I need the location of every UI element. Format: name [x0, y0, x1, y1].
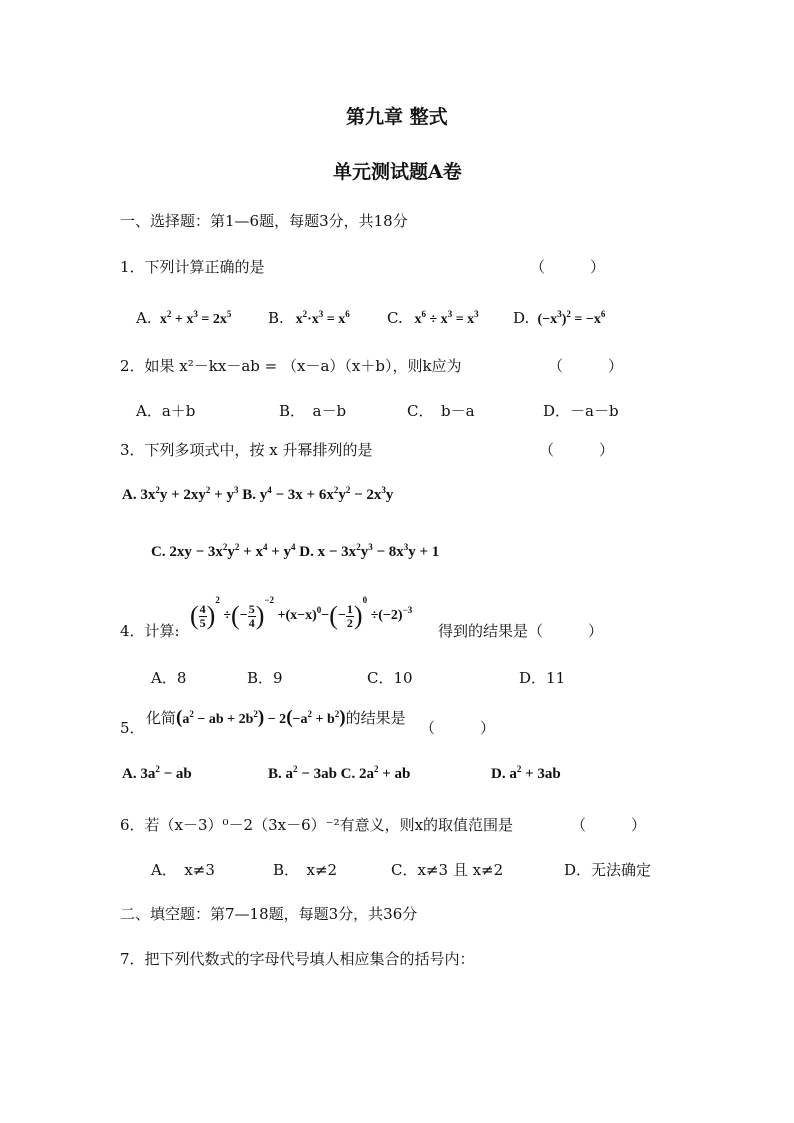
option-label: A.	[136, 309, 152, 327]
math-expression: $y^4 - 3x + 6x^2y^2 - 2x^3y$	[255, 485, 394, 503]
question-2-answer-blank: （ ）	[548, 357, 624, 375]
math-expression: $x^2 + x^3 = 2x^5$	[156, 309, 232, 327]
option-label: B.	[242, 487, 256, 503]
question-1-option-c	[387, 308, 479, 330]
question-5-options-bc	[268, 764, 410, 784]
question-4-option-c: C．10	[367, 669, 413, 687]
question-1-option-d	[513, 308, 605, 330]
math-expression: $a^2 + 3ab$	[505, 764, 561, 782]
question-6-option-c: C．x≠3 且 x≠2	[391, 861, 504, 879]
page-subtitle: 单元测试题A卷	[333, 161, 462, 183]
question-2-option-c: C． b－a	[407, 402, 475, 420]
question-3-answer-blank: （ ）	[539, 441, 615, 459]
option-label: C.	[151, 544, 166, 560]
section-heading-fill-in: 二、填空题：第7—18题，每题3分，共36分	[120, 905, 418, 923]
question-4-expression: ( $\frac{4}{5}$ )$^2$ ÷(− $\frac{5}{4}$ )$^{-2} +(x-x)^0-(-$ $\frac{1}{2}$ )$^0 \div(-2)^{-3}$	[190, 595, 413, 630]
question-2-option-b: B． a－b	[279, 402, 347, 420]
math-expression: $a^2 - 3ab$	[281, 764, 337, 782]
question-5-option-d	[491, 764, 561, 784]
question-1-stem: 1．下列计算正确的是	[120, 258, 265, 276]
question-5-option-a	[122, 764, 192, 784]
question-2-stem: 2．如果 x²－kx－ab = （x－a）（x＋b），则k应为	[120, 357, 462, 375]
math-expression: $(-x^3)^2 = -x^6$	[534, 309, 606, 327]
option-label: A.	[122, 487, 137, 503]
section-heading-choice: 一、选择题：第1—6题，每题3分，共18分	[120, 212, 408, 230]
question-2-option-a: A．a＋b	[136, 402, 196, 420]
option-label: A.	[122, 766, 137, 782]
math-expression: $2xy - 3x^2y^2 + x^4 + y^4$	[165, 542, 296, 560]
option-label: C.	[387, 309, 403, 327]
math-expression: $x^2\cdot x^3 = x^6$	[288, 309, 350, 327]
page-title: 第九章 整式	[346, 106, 448, 128]
question-4-option-d: D．11	[519, 669, 566, 687]
question-6-answer-blank: （ ）	[571, 816, 647, 834]
question-4-stem-suffix: 得到的结果是（ ）	[438, 622, 604, 640]
question-2-option-d: D．－a－b	[543, 402, 619, 420]
question-6-option-b: B． x≠2	[273, 861, 338, 879]
question-6-option-d: D．无法确定	[564, 861, 652, 879]
math-expression: $x - 3x^2y^3 - 8x^3y + 1$	[313, 542, 440, 560]
question-3-stem: 3．下列多项式中，按 x 升幂排列的是	[120, 441, 373, 459]
question-6-option-a: A． x≠3	[151, 861, 215, 879]
question-5-answer-blank: （ ）	[420, 719, 496, 737]
option-label: D.	[299, 544, 314, 560]
option-label: C.	[340, 766, 356, 782]
math-expression: $x^6 \div x^3 = x^3$	[407, 309, 479, 327]
question-5-number: 5．	[120, 719, 145, 737]
question-3-options-cd	[151, 542, 439, 562]
question-3-options-ab	[122, 485, 393, 505]
question-5-stem-suffix: 的结果是	[345, 709, 406, 727]
question-1-answer-blank: （ ）	[530, 258, 606, 276]
option-label: D.	[491, 766, 506, 782]
question-4-option-a: A．8	[151, 669, 187, 687]
question-1-option-b	[268, 308, 350, 330]
question-4-stem-prefix: 4．计算:	[120, 622, 180, 640]
question-4-option-b: B．9	[247, 669, 283, 687]
option-label: D.	[513, 309, 530, 327]
math-expression: $2a^2$ + ab	[355, 764, 411, 782]
math-expression: $3a^2$ − ab	[136, 764, 192, 782]
question-1-option-a	[136, 308, 231, 330]
question-7-stem: 7．把下列代数式的字母代号填人相应集合的括号内：	[120, 950, 475, 968]
question-6-stem: 6．若（x－3）⁰－2（3x－6）⁻²有意义，则x的取值范围是	[120, 816, 514, 834]
option-label: B.	[268, 309, 284, 327]
math-expression: ($a^2$ − ab + $2b^2) - 2(-a^2 + b^2)$	[176, 707, 346, 728]
question-5-stem-prefix: 化简	[146, 709, 177, 727]
question-5-stem	[146, 708, 406, 730]
option-label: B.	[268, 766, 282, 782]
math-expression: $3x^2y + 2xy^2 + y^3$	[136, 485, 239, 503]
